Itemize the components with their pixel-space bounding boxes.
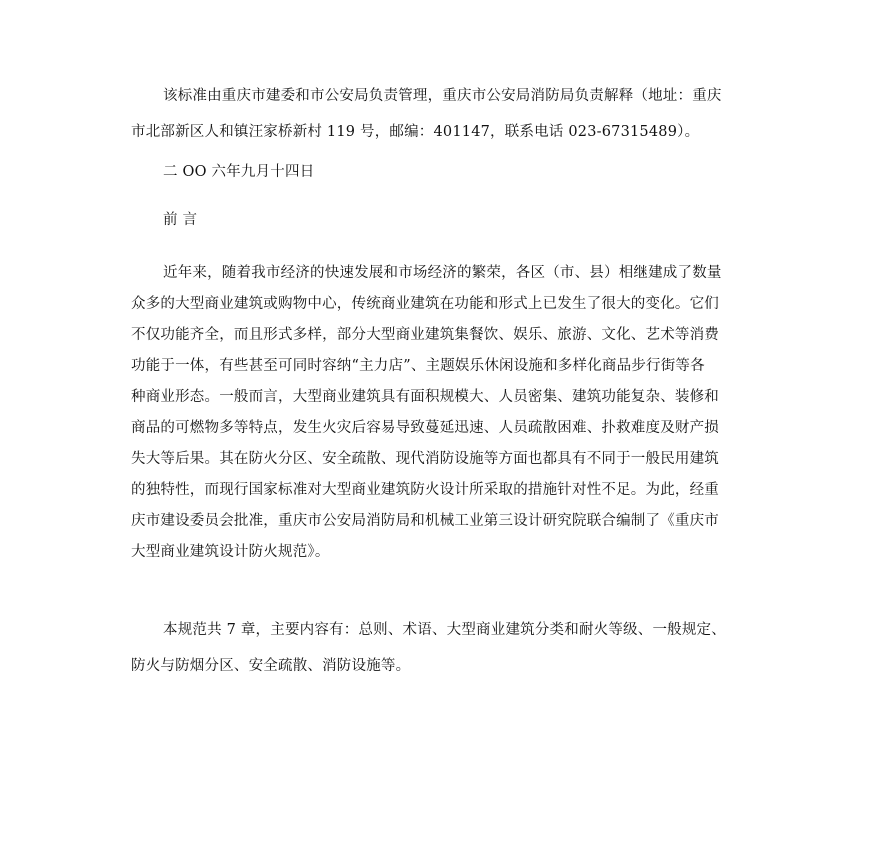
section-heading-text: 前 言 <box>163 212 198 228</box>
paragraph-line: 功能于一体，有些甚至可同时容纳“主力店”、主题娱乐休闲设施和多样化商品步行街等各 <box>131 358 705 374</box>
paragraph-line: 的独特性，而现行国家标准对大型商业建筑防火设计所采取的措施针对性不足。为此，经重 <box>131 482 719 498</box>
paragraph-line: 庆市建设委员会批准，重庆市公安局消防局和机械工业第三设计研究院联合编制了《重庆市 <box>131 513 719 529</box>
paragraph-line: 众多的大型商业建筑或购物中心，传统商业建筑在功能和形式上已发生了很大的变化。它们 <box>131 296 719 312</box>
date-text: 二 OO 六年九月十四日 <box>163 164 315 180</box>
foreword-paragraph <box>131 258 751 568</box>
paragraph-line: 近年来，随着我市经济的快速发展和市场经济的繁荣，各区（市、县）相继建成了数量 <box>163 265 722 281</box>
paragraph-line: 防火与防烟分区、安全疏散、消防设施等。 <box>131 658 411 674</box>
section-heading <box>131 208 751 232</box>
paragraph-line: 该标准由重庆市建委和市公安局负责管理，重庆市公安局消防局负责解释（地址：重庆 <box>163 88 722 104</box>
paragraph-line: 大型商业建筑设计防火规范》。 <box>131 544 330 560</box>
intro-paragraph <box>131 78 751 150</box>
paragraph-line: 失大等后果。其在防火分区、安全疏散、现代消防设施等方面也都具有不同于一般民用建筑 <box>131 451 719 467</box>
paragraph-line: 市北部新区人和镇汪家桥新村 119 号，邮编：401147，联系电话 023-67315489）。 <box>131 124 700 140</box>
paragraph-line: 不仅功能齐全，而且形式多样，部分大型商业建筑集餐饮、娱乐、旅游、文化、艺术等消费 <box>131 327 719 343</box>
paragraph-line: 种商业形态。一般而言，大型商业建筑具有面积规模大、人员密集、建筑功能复杂、装修和 <box>131 389 719 405</box>
paragraph-line: 本规范共 7 章，主要内容有：总则、术语、大型商业建筑分类和耐火等级、一般规定、 <box>163 622 726 638</box>
paragraph-line: 商品的可燃物多等特点，发生火灾后容易导致蔓延迅速、人员疏散困难、扑救难度及财产损 <box>131 420 719 436</box>
contents-paragraph <box>131 612 751 684</box>
date-line <box>131 160 751 184</box>
